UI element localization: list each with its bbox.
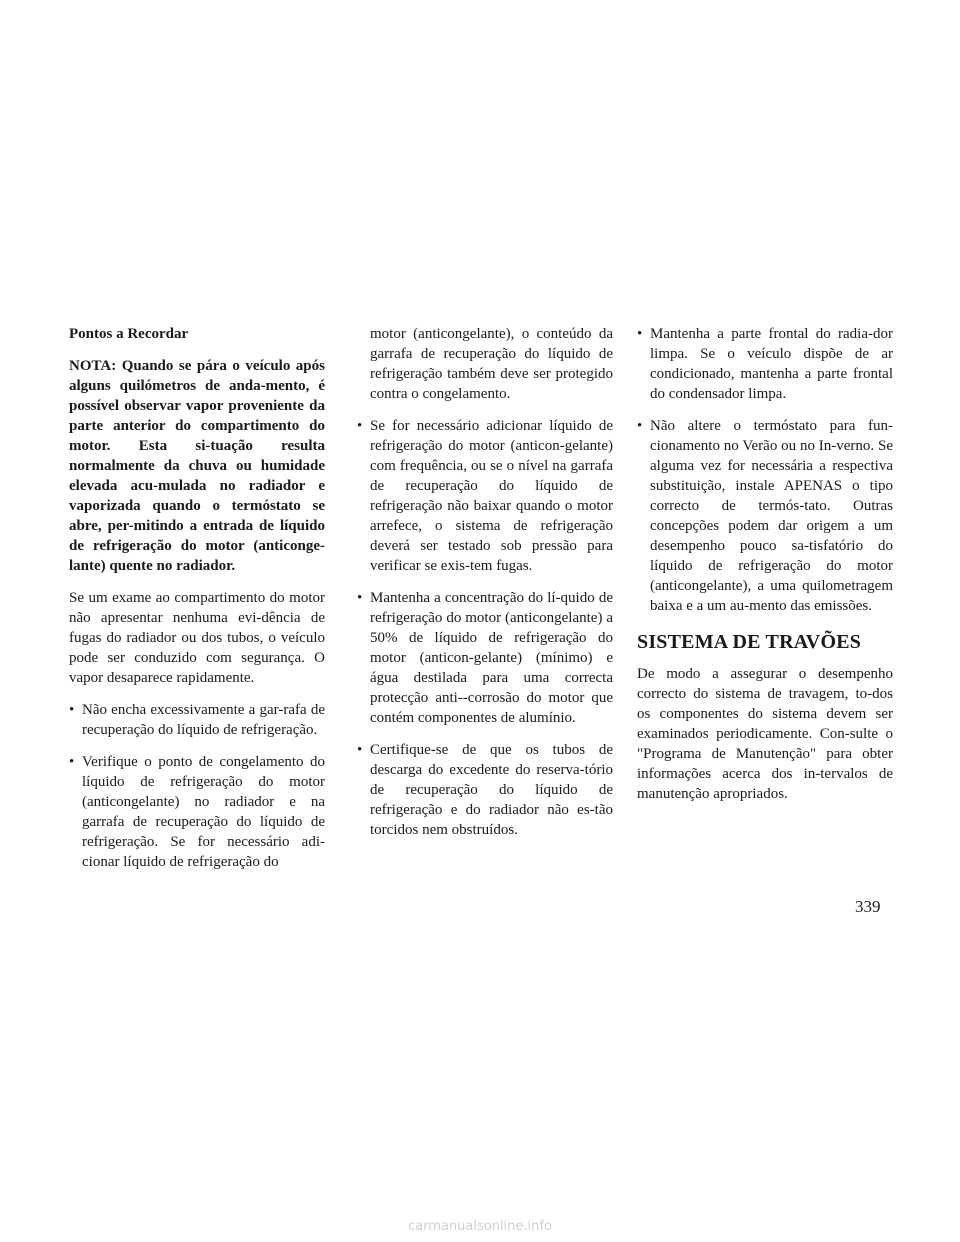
column-3: [637, 324, 893, 816]
bullet-list: [357, 416, 613, 840]
bullet-item: • Não encha excessivamente a gar-rafa de recuperação do líquido de refrigeração.: [69, 700, 325, 740]
bullet-item: • Mantenha a concentração do lí-quido de refrigeração do motor (anticongelante) a 50% de líquido de refrigeração do motor (anticon-gelante) (mínimo) e água destilada para uma correcta protecção anti--corrosão do motor que contém componentes de alumínio.: [357, 588, 613, 728]
continued-bullet-text: motor (anticongelante), o conteúdo da garrafa de recuperação do líquido de refrigeração também deve ser protegido contra o congelamento.: [370, 326, 613, 402]
bullet-item: • Verifique o ponto de congelamento do líquido de refrigeração do motor (anticongelante) no radiador e na garrafa de recuperação do líquido de refrigeração. Se for necessário adi-cionar líquido de refrigeração do: [69, 752, 325, 872]
bullet-item: • Mantenha a parte frontal do radia-dor limpa. Se o veículo dispõe de ar condicionado, mantenha a parte frontal do condensador limpa.: [637, 324, 893, 404]
column-2: [357, 324, 613, 852]
section-paragraph: De modo a assegurar o desempenho correcto do sistema de travagem, to-dos os componentes do sistema devem ser examinados periodicamente. Con-sulte o "Programa de Manutenção" para obter informações acerca dos in-tervalos de manutenção apropriados.: [637, 666, 893, 802]
page-number: 339: [855, 897, 881, 916]
bullet-list: [69, 700, 325, 872]
section-heading: SISTEMA DE TRAVÕES: [637, 631, 862, 653]
footer-watermark: carmanualsonline.info: [408, 1219, 552, 1234]
bullet-item: • Certifique-se de que os tubos de descarga do excedente do reserva-tório de recuperação do líquido de refrigeração e do radiador não es-tão torcidos nem obstruídos.: [357, 740, 613, 840]
column-1: [69, 324, 325, 884]
body-paragraph: Se um exame ao compartimento do motor não apresentar nenhuma evi-dência de fugas do radiador ou dos tubos, o veículo pode ser conduzido com segurança. O vapor desaparece rapidamente.: [69, 590, 325, 686]
subheading: Pontos a Recordar: [69, 326, 189, 342]
note-paragraph: NOTA: Quando se pára o veículo após alguns quilómetros de anda-mento, é possível observar vapor proveniente da parte anterior do compartimento do motor. Esta si-tuação resulta normalmente da chuva ou humidade elevada acu-mulada no radiador e vaporizada quando o termóstato se abre, per-mitindo a entrada de líquido de refrigeração do motor (anticonge-lante) quente no radiador.: [69, 358, 325, 574]
bullet-item: • Se for necessário adicionar líquido de refrigeração do motor (anticon-gelante) com frequência, ou se o nível na garrafa de recuperação do líquido de refrigeração não baixar quando o motor arrefece, o sistema de refrigeração deverá ser testado sob pressão para verificar se exis-tem fugas.: [357, 416, 613, 576]
bullet-item: • Não altere o termóstato para fun-cionamento no Verão ou no In-verno. Se alguma vez for necessária a respectiva substituição, instale APENAS o tipo correcto de termós-tato. Outras concepções podem dar origem a um desempenho pouco sa-tisfatório do líquido de refrigeração do motor (anticongelante), a uma quilometragem baixa e a um au-mento das emissões.: [637, 416, 893, 616]
bullet-list: [637, 324, 893, 616]
